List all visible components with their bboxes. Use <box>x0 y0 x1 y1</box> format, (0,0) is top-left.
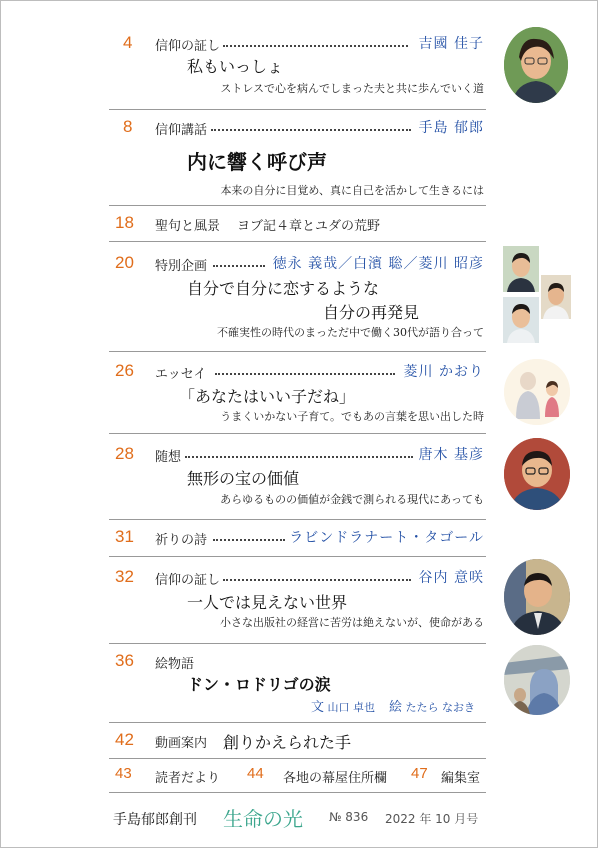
credit-illustrator-label: 絵 <box>389 700 403 715</box>
article-subtitle: 不確実性の時代のまっただ中で働く30代が語り合って <box>217 326 484 339</box>
participant-photo <box>541 275 571 319</box>
category-label: 随想 <box>155 450 182 465</box>
author-photo <box>504 27 568 103</box>
article-title: 創りかえられた手 <box>223 733 352 752</box>
article-subtitle: 小さな出版社の経営に苦労は絶えないが、使命がある <box>220 616 484 629</box>
divider <box>109 351 486 352</box>
author-name: 吉國 佳子 <box>418 36 484 52</box>
article-subtitle: 本来の自分に目覚め、真に自己を活かして生きるには <box>220 184 484 197</box>
page-number: 8 <box>123 117 133 136</box>
participant-photo <box>503 297 539 343</box>
page-number: 42 <box>115 730 134 749</box>
author-name: 唐木 基彦 <box>418 447 484 463</box>
article-title: 「あなたはいい子だね」 <box>179 387 356 406</box>
divider <box>109 792 486 793</box>
author-name: 手島 郁郎 <box>418 120 484 136</box>
divider <box>109 519 486 520</box>
category-label: 聖句と風景 <box>155 219 221 234</box>
section-label: 各地の幕屋住所欄 <box>283 771 388 786</box>
page-number: 31 <box>115 527 134 546</box>
credit-writer-label: 文 <box>311 700 325 715</box>
page-number: 36 <box>115 651 134 670</box>
participant-photo <box>503 246 539 292</box>
divider <box>109 109 486 110</box>
divider <box>109 205 486 206</box>
article-title: ドン・ロドリゴの涙 <box>187 675 331 694</box>
issue-date: 2022 年 10 月号 <box>385 812 479 826</box>
article-subtitle: あらゆるものの価値が金銭で測られる現代にあっても <box>220 493 484 506</box>
divider <box>109 556 486 557</box>
article-title-line2: 自分の再発見 <box>323 303 420 322</box>
category-label: 信仰の証し <box>155 573 221 588</box>
author-name: 菱川 かおり <box>403 364 484 380</box>
section-label: 編集室 <box>441 771 481 786</box>
page-number: 28 <box>115 444 134 463</box>
magazine-title: 生命の光 <box>223 807 303 831</box>
page-number: 26 <box>115 361 134 380</box>
article-subtitle: ストレスで心を病んでしまった夫と共に歩んでいく道 <box>220 82 484 95</box>
section-label: 読者だより <box>155 771 221 786</box>
author-name: 谷内 意咲 <box>418 570 484 586</box>
article-title: 一人では見えない世界 <box>187 593 348 612</box>
category-label: 信仰講話 <box>155 123 208 138</box>
page-number: 4 <box>123 33 133 52</box>
article-title: 内に響く呼び声 <box>187 150 327 174</box>
category-label: 信仰の証し <box>155 39 221 54</box>
category-label: 絵物語 <box>155 657 195 672</box>
illustration <box>504 359 570 425</box>
founder-credit: 手島郁郎創刊 <box>113 812 197 828</box>
page-number: 43 <box>115 765 132 782</box>
article-title: 無形の宝の価値 <box>187 469 300 488</box>
credit-illustrator <box>389 696 475 715</box>
category-label: エッセイ <box>155 367 207 382</box>
page-number: 32 <box>115 567 134 586</box>
category-label: 特別企画 <box>155 259 208 274</box>
category-label: 祈りの詩 <box>155 533 208 548</box>
divider <box>109 722 486 723</box>
author-photo <box>504 559 570 635</box>
page-number: 44 <box>247 765 264 782</box>
author-name: 徳永 義哉／白濱 聡／菱川 昭彦 <box>272 256 484 272</box>
divider <box>109 758 486 759</box>
author-name: ラビンドラナート・タゴール <box>289 530 484 546</box>
credit-illustrator-name: たたら なおき <box>405 701 476 714</box>
credit-writer-name: 山口 卓也 <box>327 701 376 714</box>
illustration <box>504 645 570 715</box>
issue-number: № 836 <box>329 810 369 824</box>
category-label: 動画案内 <box>155 736 208 751</box>
article-subtitle: うまくいかない子育て。でもあの言葉を思い出した時 <box>220 410 484 423</box>
page-number: 20 <box>115 253 134 272</box>
credit-writer <box>311 696 375 715</box>
article-title: ヨブ記４章とユダの荒野 <box>237 219 381 234</box>
article-title: 私もいっしょ <box>187 57 284 76</box>
page-number: 47 <box>411 765 428 782</box>
divider <box>109 643 486 644</box>
article-title-line1: 自分で自分に恋するような <box>187 279 380 298</box>
author-photo <box>504 438 570 510</box>
page-number: 18 <box>115 213 134 232</box>
divider <box>109 433 486 434</box>
divider <box>109 241 486 242</box>
